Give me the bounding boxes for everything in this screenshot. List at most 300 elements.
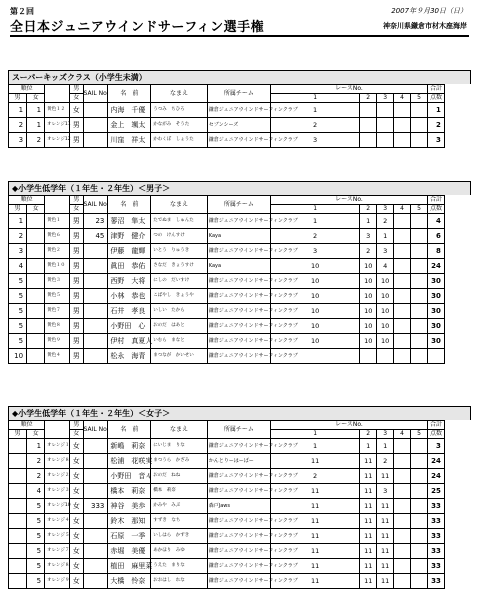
total-header: 合計 (427, 196, 444, 205)
race-score-cell (411, 274, 428, 289)
table-header-row (9, 421, 471, 430)
table-row (9, 469, 471, 484)
race-score-cell: 11 (377, 574, 394, 589)
gender-cell: 女 (69, 514, 83, 529)
name-header: 名 前 (108, 85, 151, 103)
male-rank-header: 男 (9, 205, 27, 214)
team-cell: 鎌倉ジュニアウインドサーフィンクラブ (207, 559, 270, 574)
gender-cell: 女 (69, 469, 83, 484)
gender-cell: 男 (69, 349, 83, 364)
race-score-cell (411, 259, 428, 274)
female-rank-header: 女 (27, 94, 45, 103)
race-score-cell: 11 (271, 514, 360, 529)
sail-number-cell (83, 304, 108, 319)
race-score-cell (394, 574, 411, 589)
results-section (8, 406, 471, 589)
race-score-cell (411, 214, 428, 229)
name-cell: 松永 海青 (108, 349, 151, 364)
bib-cell: 黄色２ (45, 244, 70, 259)
race-number-header: 5 (411, 430, 428, 439)
table-header-row (9, 196, 471, 205)
team-cell: 鎌倉ジュニアウインドサーフィンクラブ (207, 574, 270, 589)
kana-cell: かわくぼ しょうた (151, 133, 207, 148)
race-score-cell: 3 (360, 229, 377, 244)
total-score-cell: 24 (427, 259, 444, 274)
race-score-cell: 11 (377, 499, 394, 514)
race-score-cell: 2 (360, 244, 377, 259)
table-header-row (9, 85, 471, 94)
kana-cell: おおはし れな (151, 574, 207, 589)
race-score-cell: 2 (271, 118, 360, 133)
bib-cell: 黄色８ (45, 319, 70, 334)
sail-number-cell (83, 259, 108, 274)
table-row (9, 304, 471, 319)
race-score-cell (394, 334, 411, 349)
female-rank-header: 女 (27, 205, 45, 214)
race-score-cell (411, 454, 428, 469)
races-header: レースNo. (271, 85, 428, 94)
total-score-cell: 6 (427, 229, 444, 244)
race-score-cell: 11 (360, 559, 377, 574)
race-number-header: 4 (394, 430, 411, 439)
female-rank-cell (27, 349, 45, 364)
race-score-cell (411, 529, 428, 544)
sail-number-cell (83, 103, 108, 118)
sail-number-cell (83, 529, 108, 544)
race-score-cell: 11 (360, 484, 377, 499)
race-score-cell: 11 (377, 529, 394, 544)
female-rank-cell (27, 229, 45, 244)
race-number-header: 1 (271, 430, 360, 439)
sail-number-cell (83, 133, 108, 148)
team-cell: 鎌倉ジュニアウインドサーフィンクラブ (207, 484, 270, 499)
gender-cell: 女 (69, 499, 83, 514)
race-score-cell: 10 (271, 259, 360, 274)
race-score-cell (394, 259, 411, 274)
race-score-cell: 10 (377, 289, 394, 304)
table-row (9, 289, 471, 304)
kana-cell: おのだ はあと (151, 319, 207, 334)
total-score-cell: 30 (427, 304, 444, 319)
edition-label: 第２回 (10, 7, 34, 16)
race-score-cell (394, 118, 411, 133)
race-score-cell (360, 133, 377, 148)
total-score-cell: 8 (427, 244, 444, 259)
bib-cell: 黄色７ (45, 304, 70, 319)
male-rank-cell (9, 514, 27, 529)
rank-header: 順位 (9, 196, 45, 205)
race-score-cell: 3 (377, 484, 394, 499)
kana-cell: さなだ きょうすけ (151, 259, 207, 274)
male-rank-cell: 2 (9, 229, 27, 244)
team-header: 所属チーム (207, 196, 270, 214)
event-venue: 神奈川県鎌倉市材木座海岸 (383, 22, 467, 30)
male-rank-cell (9, 439, 27, 454)
section-title: ◆小学生低学年（１年生・２年生）＜男子＞ (8, 181, 471, 195)
race-score-cell: 1 (360, 439, 377, 454)
section-title: スーパーキッズクラス（小学生未満） (8, 70, 471, 84)
race-score-cell (411, 244, 428, 259)
sail-number-cell (83, 469, 108, 484)
race-score-cell: 11 (271, 559, 360, 574)
total-score-cell: 33 (427, 559, 444, 574)
sail-number-cell (83, 349, 108, 364)
total-score-cell: 24 (427, 454, 444, 469)
female-rank-cell (27, 289, 45, 304)
name-cell: 石井 孝良 (108, 304, 151, 319)
total-score-cell: 33 (427, 544, 444, 559)
total-header: 点数 (427, 430, 444, 439)
race-score-cell (411, 289, 428, 304)
team-cell: Kaya (207, 229, 270, 244)
team-cell: 鎌倉ジュニアウインドサーフィンクラブ (207, 133, 270, 148)
sail-number-cell (83, 334, 108, 349)
female-rank-cell: 2 (27, 469, 45, 484)
team-cell: 鎌倉ジュニアウインドサーフィンクラブ (207, 274, 270, 289)
kana-cell: にいじま りな (151, 439, 207, 454)
gender-cell: 女 (69, 574, 83, 589)
gender-cell: 男 (69, 229, 83, 244)
bib-cell: 黄色６ (45, 229, 70, 244)
race-score-cell (360, 349, 377, 364)
race-score-cell: 2 (271, 229, 360, 244)
male-rank-cell (9, 529, 27, 544)
team-cell: 鎌倉ジュニアウインドサーフィンクラブ (207, 244, 270, 259)
table-row (9, 118, 471, 133)
female-rank-cell (27, 304, 45, 319)
name-cell: 神谷 美歩 (108, 499, 151, 514)
race-score-cell (411, 484, 428, 499)
race-score-cell (411, 544, 428, 559)
sail-number-cell (83, 544, 108, 559)
race-score-cell (411, 133, 428, 148)
race-score-cell: 3 (271, 244, 360, 259)
race-score-cell (394, 229, 411, 244)
male-rank-cell: 4 (9, 259, 27, 274)
gender-cell: 男 (69, 289, 83, 304)
table-row (9, 229, 471, 244)
total-score-cell: 33 (427, 514, 444, 529)
race-score-cell: 1 (271, 439, 360, 454)
male-rank-cell (9, 559, 27, 574)
kana-cell: いとう りゅうき (151, 244, 207, 259)
gender-cell: 女 (69, 544, 83, 559)
race-score-cell: 11 (271, 529, 360, 544)
race-number-header: 3 (377, 430, 394, 439)
race-score-cell (411, 103, 428, 118)
race-number-header: 2 (360, 205, 377, 214)
total-score-cell: 4 (427, 214, 444, 229)
race-score-cell: 1 (377, 439, 394, 454)
race-score-cell: 11 (377, 559, 394, 574)
female-rank-cell (27, 274, 45, 289)
total-score-cell: 2 (427, 118, 444, 133)
race-score-cell (394, 103, 411, 118)
race-score-cell (411, 559, 428, 574)
female-rank-cell: 5 (27, 544, 45, 559)
kana-cell: おのだ ねね (151, 469, 207, 484)
team-cell: 鎌倉ジュニアウインドサーフィンクラブ (207, 289, 270, 304)
total-score-cell: 33 (427, 529, 444, 544)
race-score-cell: 11 (271, 544, 360, 559)
kana-cell: うえた まりな (151, 559, 207, 574)
results-table (8, 195, 471, 364)
race-score-cell: 11 (271, 484, 360, 499)
bib-cell: 黄色９ (45, 334, 70, 349)
name-cell: 川窪 祥太 (108, 133, 151, 148)
female-rank-cell (27, 214, 45, 229)
kana-cell: かみや みぶ (151, 499, 207, 514)
race-score-cell: 10 (360, 319, 377, 334)
male-rank-cell (9, 469, 27, 484)
gender-cell: 女 (69, 454, 83, 469)
race-number-header: 3 (377, 205, 394, 214)
bib-header (45, 421, 70, 439)
race-score-cell (394, 319, 411, 334)
name-header: 名 前 (108, 196, 151, 214)
male-rank-cell: 2 (9, 118, 27, 133)
total-score-cell: 3 (427, 133, 444, 148)
name-cell: 橋本 莉奈 (108, 484, 151, 499)
race-score-cell: 11 (360, 499, 377, 514)
races-header: レースNo. (271, 421, 428, 430)
sail-number-cell (83, 244, 108, 259)
table-row (9, 334, 471, 349)
race-score-cell (360, 118, 377, 133)
sail-number-cell: 23 (83, 214, 108, 229)
male-rank-cell (9, 574, 27, 589)
race-number-header: 3 (377, 94, 394, 103)
race-score-cell (394, 454, 411, 469)
race-score-cell (394, 349, 411, 364)
race-score-cell: 11 (271, 499, 360, 514)
table-row (9, 259, 471, 274)
table-row (9, 559, 471, 574)
name-cell: 蓼沼 隼太 (108, 214, 151, 229)
rank-header: 順位 (9, 421, 45, 430)
race-score-cell: 2 (271, 469, 360, 484)
name-cell: 西野 大将 (108, 274, 151, 289)
results-table (8, 84, 471, 148)
male-rank-cell: 10 (9, 349, 27, 364)
total-score-cell: 30 (427, 319, 444, 334)
total-header: 合計 (427, 85, 444, 94)
bib-cell: オレンジ５ (45, 529, 70, 544)
race-score-cell: 1 (271, 103, 360, 118)
sail-number-cell (83, 574, 108, 589)
bib-header (45, 196, 70, 214)
race-score-cell (394, 244, 411, 259)
sail-number-cell (83, 289, 108, 304)
kana-header: なまえ (151, 421, 207, 439)
gender-cell: 男 (69, 274, 83, 289)
race-number-header: 5 (411, 205, 428, 214)
team-cell: 鎌倉ジュニアウインドサーフィンクラブ (207, 544, 270, 559)
male-rank-cell (9, 484, 27, 499)
race-score-cell: 10 (360, 274, 377, 289)
team-cell: 森戸Jaws (207, 499, 270, 514)
race-score-cell: 11 (377, 514, 394, 529)
race-score-cell: 11 (377, 469, 394, 484)
race-number-header: 1 (271, 94, 360, 103)
kana-cell: にしの だいすけ (151, 274, 207, 289)
female-rank-cell: 1 (27, 118, 45, 133)
total-score-cell (427, 349, 444, 364)
sail-number-cell (83, 559, 108, 574)
race-score-cell: 3 (377, 244, 394, 259)
total-score-cell: 33 (427, 499, 444, 514)
table-row (9, 484, 471, 499)
bib-cell: オレンジ８ (45, 559, 70, 574)
team-cell: 鎌倉ジュニアウインドサーフィンクラブ (207, 304, 270, 319)
gender-header: 男 (69, 85, 83, 94)
female-rank-cell: 2 (27, 454, 45, 469)
table-row (9, 349, 471, 364)
race-score-cell (394, 289, 411, 304)
header-divider (10, 35, 469, 37)
bib-cell: オレンジ４ (45, 514, 70, 529)
gender-cell: 男 (69, 244, 83, 259)
race-score-cell (394, 514, 411, 529)
race-score-cell (394, 214, 411, 229)
male-rank-cell: 5 (9, 289, 27, 304)
bib-cell: オレンジ10 (45, 499, 70, 514)
total-score-cell: 33 (427, 574, 444, 589)
race-score-cell: 10 (360, 259, 377, 274)
male-rank-header: 男 (9, 430, 27, 439)
gender-header: 男 (69, 421, 83, 430)
female-rank-cell (27, 334, 45, 349)
kana-cell: あかほり みゆ (151, 544, 207, 559)
name-cell: 植田 麻里菜 (108, 559, 151, 574)
gender-cell: 女 (69, 529, 83, 544)
gender-header: 男 (69, 196, 83, 205)
name-cell: 石原 一季 (108, 529, 151, 544)
bib-cell: オレンジ７ (45, 544, 70, 559)
race-score-cell: 11 (360, 544, 377, 559)
team-cell: 鎌倉ジュニアウインドサーフィンクラブ (207, 469, 270, 484)
results-section (8, 70, 471, 148)
sail-number-cell (83, 514, 108, 529)
gender-cell: 女 (69, 103, 83, 118)
bib-cell: オレンジ11 (45, 118, 70, 133)
race-score-cell: 10 (271, 289, 360, 304)
male-rank-cell: 5 (9, 274, 27, 289)
team-cell: 鎌倉ジュニアウインドサーフィンクラブ (207, 103, 270, 118)
male-rank-cell: 5 (9, 334, 27, 349)
team-header: 所属チーム (207, 421, 270, 439)
race-number-header: 2 (360, 430, 377, 439)
race-score-cell (411, 439, 428, 454)
kana-header: なまえ (151, 196, 207, 214)
bib-header (45, 85, 70, 103)
section-title: ◆小学生低学年（１年生・２年生）＜女子＞ (8, 406, 471, 420)
race-number-header: 2 (360, 94, 377, 103)
sail-header: SAIL No. (83, 85, 108, 103)
female-rank-cell (27, 244, 45, 259)
gender-header: 女 (69, 94, 83, 103)
gender-cell: 女 (69, 439, 83, 454)
kana-cell: こばやし きょうや (151, 289, 207, 304)
kana-cell: たでぬま しゅんた (151, 214, 207, 229)
name-cell: 松浦 花咲実 (108, 454, 151, 469)
team-cell: 鎌倉ジュニアウインドサーフィンクラブ (207, 349, 270, 364)
name-cell: 新嶋 莉奈 (108, 439, 151, 454)
kana-cell: つの けんすけ (151, 229, 207, 244)
kana-cell: うつみ ちひろ (151, 103, 207, 118)
table-row (9, 514, 471, 529)
male-rank-cell: 3 (9, 244, 27, 259)
race-score-cell: 11 (360, 574, 377, 589)
race-score-cell (411, 469, 428, 484)
female-rank-cell: 5 (27, 574, 45, 589)
kana-cell: すずき なち (151, 514, 207, 529)
female-rank-cell (27, 319, 45, 334)
team-cell: Kaya (207, 259, 270, 274)
total-score-cell: 25 (427, 484, 444, 499)
page-title: 全日本ジュニアウインドサーフィン選手権 (10, 20, 265, 35)
race-score-cell: 11 (377, 544, 394, 559)
race-score-cell: 1 (271, 214, 360, 229)
female-rank-cell (27, 259, 45, 274)
race-score-cell: 2 (377, 214, 394, 229)
race-score-cell: 10 (360, 334, 377, 349)
male-rank-cell: 5 (9, 304, 27, 319)
table-row (9, 214, 471, 229)
race-score-cell (377, 103, 394, 118)
male-rank-header: 男 (9, 94, 27, 103)
team-cell: セブンシーズ (207, 118, 270, 133)
race-score-cell: 10 (377, 334, 394, 349)
sail-number-cell (83, 439, 108, 454)
name-cell: 眞田 恭佑 (108, 259, 151, 274)
sail-header: SAIL No. (83, 196, 108, 214)
race-score-cell (377, 133, 394, 148)
race-score-cell: 11 (360, 469, 377, 484)
race-score-cell: 10 (271, 304, 360, 319)
bib-cell: 黄色１２ (45, 103, 70, 118)
race-score-cell: 11 (360, 514, 377, 529)
race-score-cell: 10 (360, 289, 377, 304)
bib-cell: オレンジ１ (45, 439, 70, 454)
table-row (9, 439, 471, 454)
female-rank-cell: 5 (27, 499, 45, 514)
race-score-cell (394, 304, 411, 319)
total-score-cell: 30 (427, 274, 444, 289)
race-score-cell (394, 529, 411, 544)
female-rank-cell: 5 (27, 514, 45, 529)
races-header: レースNo. (271, 196, 428, 205)
male-rank-cell: 1 (9, 214, 27, 229)
sail-number-cell: 333 (83, 499, 108, 514)
table-row (9, 319, 471, 334)
bib-cell: 黄色１ (45, 214, 70, 229)
name-cell: 内海 千優 (108, 103, 151, 118)
race-score-cell: 1 (377, 229, 394, 244)
results-table (8, 420, 471, 589)
team-cell: 鎌倉ジュニアウインドサーフィンクラブ (207, 334, 270, 349)
gender-header: 女 (69, 430, 83, 439)
race-score-cell (411, 574, 428, 589)
race-score-cell: 11 (360, 454, 377, 469)
bib-cell: オレンジ８ (45, 454, 70, 469)
race-score-cell (411, 304, 428, 319)
kana-cell: いしい たから (151, 304, 207, 319)
total-header: 点数 (427, 94, 444, 103)
table-row (9, 274, 471, 289)
female-rank-cell: 4 (27, 484, 45, 499)
event-date: 2007年９月30日（日） (391, 7, 467, 15)
